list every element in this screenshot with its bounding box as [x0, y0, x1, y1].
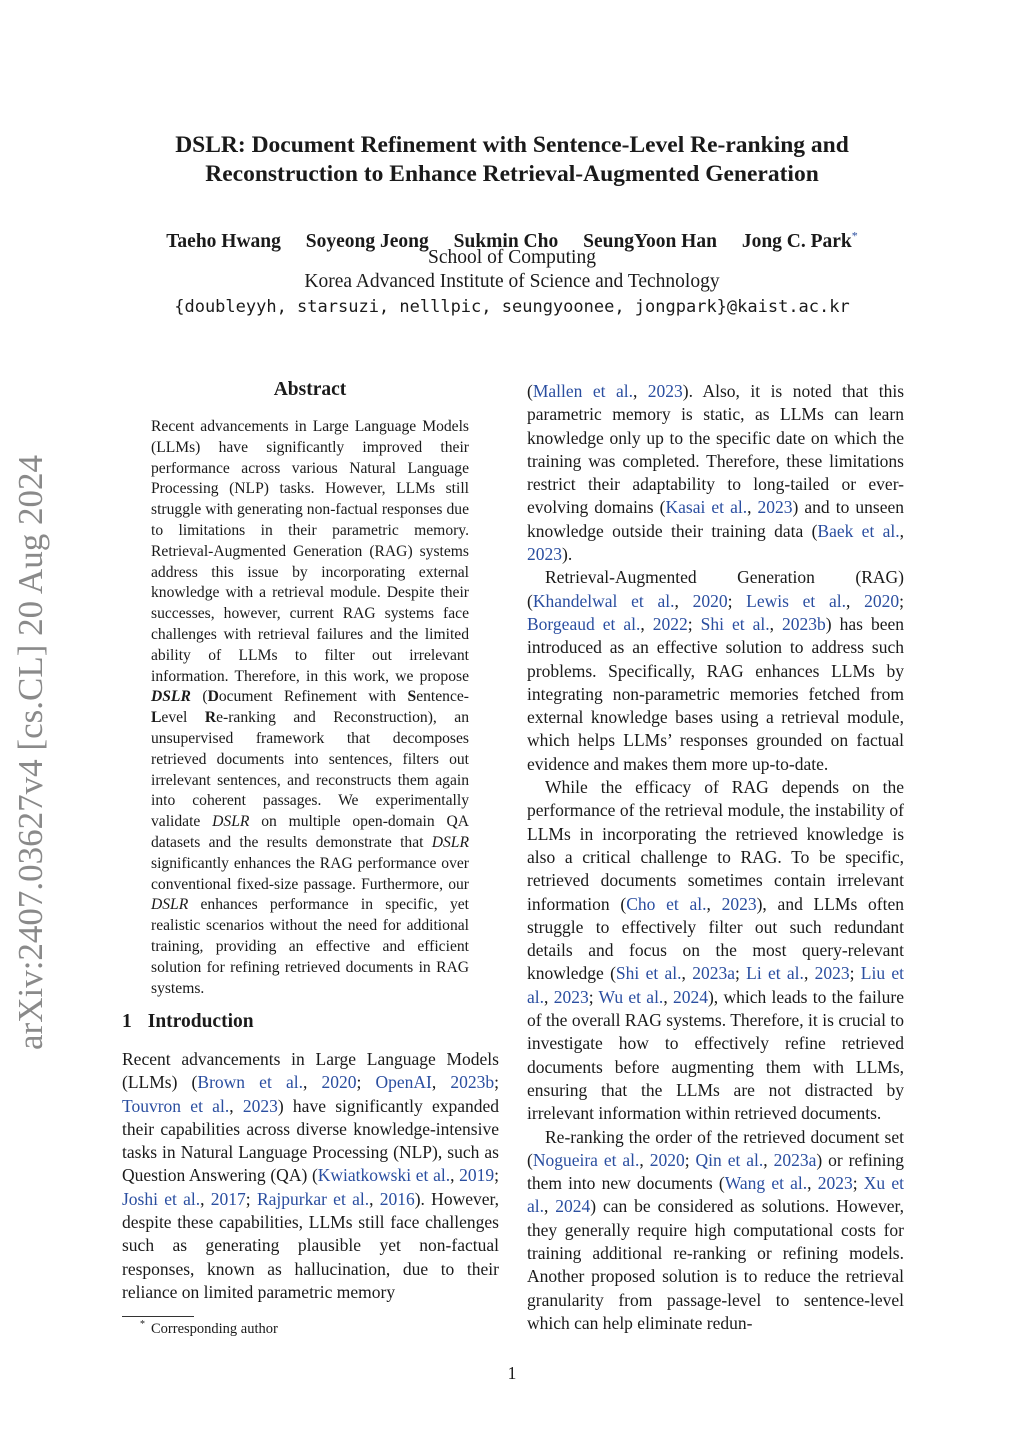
citation-link[interactable]: Kasai et al.: [665, 497, 748, 518]
affiliation-institution: Korea Advanced Institute of Science and Technology: [304, 271, 720, 292]
abstract-text: on multiple open-domain QA datasets and the results demonstrate that: [151, 813, 469, 851]
body-text: ,: [229, 1095, 243, 1116]
citation-link[interactable]: 2022: [652, 613, 688, 634]
body-text: ,: [450, 1165, 460, 1186]
body-text: ,: [899, 520, 905, 541]
body-text: ,: [200, 1188, 211, 1209]
body-text: ), which leads to the failure of the overall RAG systems. Therefore, it is crucial to investigate how to effectively refine retrieved documents before augmenting them with LLMs, ensuring that the LLMs are not distracted by irrelevant information within retrieved documents.: [527, 986, 905, 1124]
acronym-letter: D: [207, 688, 219, 706]
abstract-text: Recent advancements in Large Language Models (LLMs) have significantly improved their performance across various Natural Language Processing (NLP) tasks. However, LLMs still struggle with generating non-factual responses due to limitations in their parametric memory. Retrieval-Augmented Generation (RAG) systems address this issue by incorporating external knowledge with a retrieval module. Despite their successes, however, current RAG systems face challenges with retrieval failures and the limited ability of LLMs to filter out irrelevant information. Therefore, in this work, we propose: [151, 418, 469, 685]
author-name: Sukmin Cho: [453, 230, 559, 252]
citation-link[interactable]: 2023: [814, 963, 850, 984]
paper-title-line-1: DSLR: Document Refinement with Sentence-Level Re-ranking and: [175, 132, 849, 158]
body-text: ,: [681, 963, 693, 984]
citation-link[interactable]: 2023b: [450, 1072, 495, 1093]
body-text: ,: [763, 1149, 774, 1170]
citation-link[interactable]: Li et al.: [746, 963, 804, 984]
citation-link[interactable]: 2023: [553, 986, 589, 1007]
intro-column-right: [527, 380, 904, 1335]
citation-link[interactable]: Brown et al.: [197, 1072, 303, 1093]
body-text: ;: [494, 1072, 500, 1093]
body-text: ;: [356, 1072, 376, 1093]
method-name: DSLR: [212, 813, 250, 831]
citation-link[interactable]: Wu et al.: [598, 986, 664, 1007]
corresponding-author-mark[interactable]: *: [851, 228, 858, 242]
abstract-text: ocument Refinement with: [218, 688, 396, 706]
citation-link[interactable]: Mallen et al.: [532, 381, 633, 401]
body-text: ). Also, it is noted that this parametric memory is static, as LLMs can learn knowledge only up to the specific date on which the training was completed. Therefore, these limitations restrict their adaptability to long-tailed or ever-evolving domains (: [527, 381, 905, 518]
intro-paragraph: [527, 566, 904, 776]
paper-title-line-2: Reconstruction to Enhance Retrieval-Augmented Generation: [205, 161, 819, 187]
citation-link[interactable]: Lewis et al.: [746, 590, 847, 611]
citation-link[interactable]: Shi et al.: [700, 613, 770, 634]
abstract-text: significantly enhances the RAG performance over conventional fixed-size passage. Furthermore, our: [151, 854, 469, 893]
body-text: ,: [369, 1188, 380, 1209]
acronym-letter: S: [407, 688, 417, 706]
body-text: ;: [687, 613, 701, 634]
body-text: ) have significantly expanded their capabilities across diverse knowledge-intensive tasks in Natural Language Processing (NLP), such as Question Answering (QA) (: [122, 1095, 500, 1186]
citation-link[interactable]: 2020: [649, 1149, 685, 1170]
citation-link[interactable]: 2023: [647, 381, 683, 401]
footnote: [140, 1315, 278, 1339]
body-text: ).: [562, 544, 573, 565]
body-text: ,: [663, 986, 673, 1007]
citation-link[interactable]: Joshi et al.: [122, 1188, 201, 1209]
body-text: (: [527, 381, 533, 401]
citation-link[interactable]: 2024: [672, 986, 708, 1007]
citation-link[interactable]: Xu et al.: [527, 1173, 904, 1217]
acronym-letter: R: [204, 709, 217, 727]
body-text: Retrieval-Augmented Generation (RAG) (: [527, 567, 904, 611]
body-text: ), and LLMs often struggle to effectively filter out such redundant details and focus on the most query-relevant knowledge (: [527, 893, 905, 984]
method-name: DSLR: [151, 688, 191, 706]
citation-link[interactable]: 2020: [864, 590, 900, 611]
intro-paragraph: [527, 380, 904, 566]
citation-link[interactable]: 2023: [721, 893, 757, 914]
body-text: ,: [431, 1072, 451, 1093]
citation-link[interactable]: 2023: [757, 497, 793, 518]
body-text: ) or refining them into new documents (: [527, 1149, 905, 1194]
body-text: ;: [852, 1173, 864, 1194]
abstract-text: enhances performance in specific, yet realistic scenarios without the need for additional training, providing an effective and efficient solution for refining retrieved documents in RAG systems.: [151, 896, 469, 997]
citation-link[interactable]: 2023: [527, 544, 562, 565]
body-text: ;: [245, 1188, 257, 1209]
footnote-mark: *: [140, 1319, 145, 1330]
citation-link[interactable]: 2016: [379, 1188, 415, 1209]
body-text: ,: [769, 613, 783, 634]
body-text: ,: [846, 590, 865, 611]
citation-link[interactable]: 2023a: [692, 963, 735, 984]
abstract-text: entence-: [416, 688, 469, 706]
body-text: ,: [807, 1173, 818, 1194]
citation-link[interactable]: 2017: [210, 1188, 246, 1209]
citation-link[interactable]: Touvron et al.: [122, 1095, 230, 1116]
body-text: ) and to unseen knowledge outside their training data (: [527, 497, 904, 541]
citation-link[interactable]: Baek et al.: [817, 520, 900, 541]
body-text: ,: [544, 986, 554, 1007]
method-name: DSLR: [431, 833, 469, 851]
body-text: ) can be considered as solutions. However, they generally require high computational costs for training additional re-ranking or refining models. Another proposed solution is to reduce the retrieval granularity from passage-level to sentence-level which can help eliminate redun-: [527, 1196, 905, 1333]
section-number: 1: [122, 1011, 132, 1032]
citation-link[interactable]: 2020: [692, 590, 728, 611]
author-name: Soyeong Jeong: [305, 230, 429, 252]
citation-link[interactable]: 2024: [555, 1196, 591, 1217]
body-text: ,: [747, 497, 758, 518]
body-text: While the efficacy of RAG depends on the performance of the retrieval module, the instability of LLMs in incorporating the retrieved knowledge is also a critical challenge to RAG. To be specific, retrieved documents sometimes contain irrelevant information (: [527, 777, 904, 914]
body-text: ,: [302, 1072, 322, 1093]
intro-paragraph: [527, 776, 904, 1125]
paper-title: [100, 131, 924, 189]
intro-paragraph: [527, 1126, 904, 1336]
author-name: Taeho Hwang: [166, 230, 281, 252]
body-text: ;: [899, 590, 905, 611]
intro-paragraph-left: [122, 1048, 499, 1304]
citation-link[interactable]: OpenAI: [375, 1072, 432, 1093]
body-text: ,: [674, 590, 693, 611]
arxiv-identifier-stamp: arXiv:2407.03627v4 [cs.CL] 20 Aug 2024: [11, 455, 50, 1050]
abstract-body: [151, 417, 469, 999]
citation-link[interactable]: Qin et al.: [695, 1149, 764, 1170]
body-text: ;: [734, 963, 747, 984]
acronym-letter: L: [151, 709, 162, 727]
body-text: ,: [544, 1196, 556, 1217]
body-text: ,: [640, 613, 653, 634]
body-text: ) has been introduced as an effective solution to address such problems. Specifically, RAG enhances LLMs by integrating non-parametric memories fetched from external knowledge bases using a retrieval module, which helps LLMs’ responses grounded on factual evidence and makes them more up-to-date.: [527, 613, 904, 774]
citation-link[interactable]: Liu et al.: [527, 963, 905, 1007]
author-name: SeungYoon Han: [583, 230, 717, 252]
body-text: ;: [494, 1165, 499, 1186]
body-text: Re-ranking the order of the retrieved document set (: [527, 1126, 904, 1170]
body-text: ,: [639, 1149, 650, 1170]
citation-link[interactable]: Khandelwal et al.: [532, 590, 675, 611]
body-text: ;: [684, 1149, 696, 1170]
citation-link[interactable]: 2023a: [773, 1149, 817, 1170]
citation-link[interactable]: 2023b: [782, 613, 826, 634]
citation-link[interactable]: Nogueira et al.: [532, 1149, 640, 1170]
footnote-text: Corresponding author: [151, 1320, 278, 1337]
method-name: DSLR: [151, 896, 189, 914]
abstract-text: (: [202, 688, 208, 706]
citation-link[interactable]: 2020: [321, 1072, 357, 1093]
citation-link[interactable]: 2023: [242, 1095, 278, 1116]
abstract-heading: Abstract: [273, 379, 347, 400]
citation-link[interactable]: Cho et al.: [626, 893, 707, 914]
body-text: Recent advancements in Large Language Models (LLMs) (: [122, 1049, 499, 1093]
body-text: ,: [632, 381, 648, 401]
affiliation-department: School of Computing: [428, 247, 596, 268]
author-emails: {doubleyyh, starsuzi, nelllpic, seungyoonee, jongpark}@kaist.ac.kr: [174, 297, 850, 317]
section-title: Introduction: [147, 1011, 254, 1032]
citation-link[interactable]: Wang et al.: [724, 1173, 808, 1194]
body-text: ). However, despite these capabilities, LLMs still face challenges such as generating plausible yet non-factual responses, known as hallucination, due to their reliance on limited parametric memory: [122, 1188, 499, 1302]
body-text: ,: [706, 893, 722, 914]
page-number: 1: [507, 1363, 517, 1383]
body-text: ;: [849, 963, 861, 984]
author-name-text: Jong C. Park: [741, 230, 852, 252]
abstract-text: e-ranking and Reconstruction), an unsupervised framework that decomposes retrieved documents into sentences, filters out irrelevant sentences, and reconstructs them again into coherent passages. We experimentally validate: [151, 709, 469, 831]
citation-link[interactable]: Kwiatkowski et al.: [317, 1165, 451, 1186]
citation-link[interactable]: 2023: [817, 1173, 853, 1194]
citation-link[interactable]: Shi et al.: [615, 963, 682, 984]
citation-link[interactable]: Rajpurkar et al.: [256, 1188, 370, 1209]
citation-link[interactable]: 2019: [459, 1165, 495, 1186]
citation-link[interactable]: Borgeaud et al.: [527, 613, 641, 634]
body-text: ;: [588, 986, 599, 1007]
section-heading-introduction: [122, 1011, 254, 1033]
abstract-text: evel: [161, 709, 188, 727]
body-text: ,: [803, 963, 815, 984]
body-text: ;: [727, 590, 747, 611]
